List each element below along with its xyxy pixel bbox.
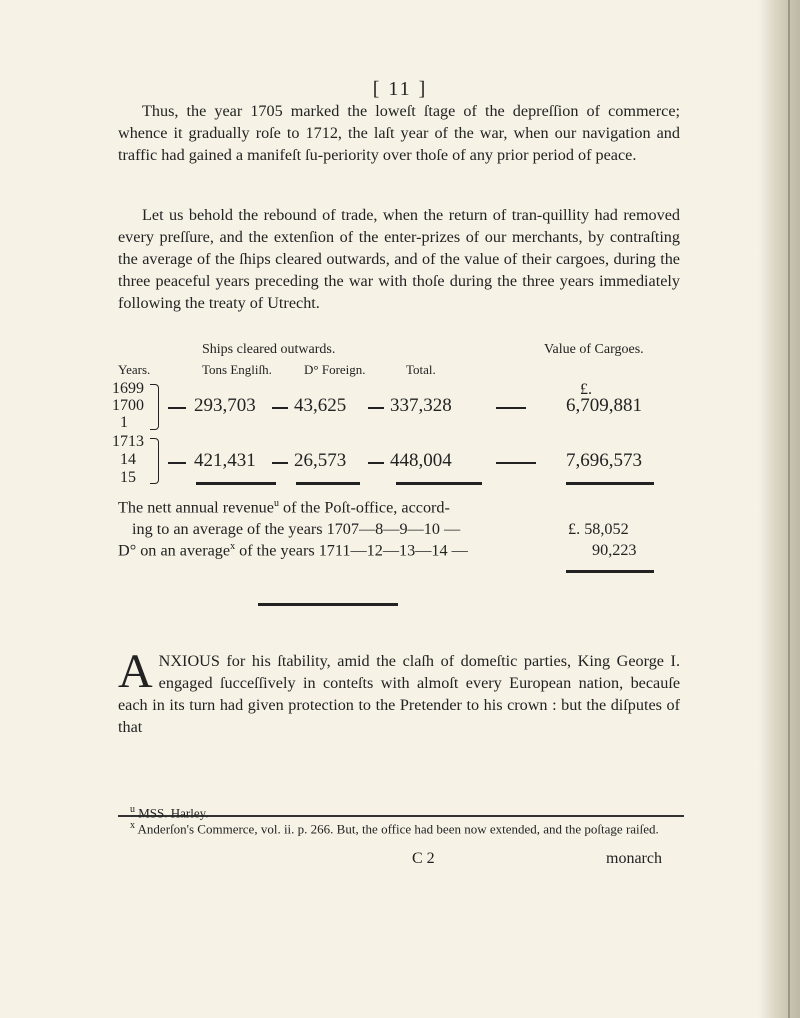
row1-year-a: 1699	[112, 380, 144, 397]
revenue-line-3	[118, 541, 468, 560]
row1-dash-4	[496, 407, 526, 409]
row2-dash-3	[368, 462, 384, 464]
paragraph-1	[118, 100, 680, 166]
rule-total	[396, 482, 482, 485]
footnote-x	[118, 818, 683, 837]
row2-foreign: 26,573	[294, 450, 347, 471]
row2-year-b: 14	[120, 451, 136, 468]
rule-foreign	[296, 482, 360, 485]
section-separator	[258, 603, 398, 606]
paragraph-3	[118, 645, 680, 738]
row1-dash-2	[272, 407, 288, 409]
row1-foreign: 43,625	[294, 395, 347, 416]
paragraph-1-text: Thus, the year 1705 marked the loweſt ſtage of the depreſſion of commerce; whence it gradually roſe to 1712, the laſt year of the war, when our navigation and traffic had gained a manifeſt ſu-periority over thoſe of any prior period of peace.	[118, 102, 680, 164]
paragraph-2-text: Let us behold the rebound of trade, when the return of tran-quillity had removed every preſſure, and the extenſion of the enter-prizes of our merchants, by contraſting the average of the ſhips cleared outwards, and of the value of their cargoes, during the three peaceful years preceding the war with thoſe during the three years immediately following the treaty of Utrecht.	[118, 206, 680, 312]
revenue-note-x: x	[230, 541, 236, 552]
row2-brace	[150, 438, 159, 484]
revenue-line-3-text: D° on an average	[118, 541, 231, 560]
revenue-line-3-rest: of the years 1711—12—13—14 —	[235, 541, 468, 560]
footnote-x-mark: x	[130, 820, 135, 831]
row1-value: 6,709,881	[566, 395, 642, 416]
row2-year-c: 15	[120, 469, 136, 486]
value-heading: Value of Cargoes.	[544, 342, 644, 357]
row2-dash-1	[168, 462, 186, 464]
row2-value: 7,696,573	[566, 450, 642, 471]
revenue-line-1-text: The nett annual revenue	[118, 498, 274, 517]
revenue-line-1	[118, 498, 450, 517]
revenue-line-2: ing to an average of the years 1707—8—9—10 —	[132, 520, 461, 538]
rule-english	[196, 482, 276, 485]
row1-english: 293,703	[194, 395, 256, 416]
signature-mark: C 2	[412, 850, 435, 867]
catchword: monarch	[606, 850, 662, 867]
page-edge-line	[788, 0, 790, 1018]
revenue-line-1-rest: of the Poſt-office, accord-	[278, 498, 450, 517]
footnote-u-text: MSS. Harley.	[138, 805, 209, 821]
row2-english: 421,431	[194, 450, 256, 471]
ships-heading: Ships cleared outwards.	[202, 342, 336, 357]
footnote-u-mark: u	[130, 804, 135, 815]
page-edge-shadow	[758, 0, 800, 1018]
row2-total: 448,004	[390, 450, 452, 471]
revenue-value-1: £. 58,052	[568, 520, 629, 538]
row1-brace	[150, 384, 159, 430]
row1-dash-3	[368, 407, 384, 409]
paragraph-2	[118, 204, 680, 314]
col-foreign-header: D° Foreign.	[304, 362, 366, 377]
pound-sign: £.	[580, 381, 592, 398]
row2-dash-2	[272, 462, 288, 464]
revenue-note-u: u	[273, 498, 279, 509]
revenue-value-2: 90,223	[592, 541, 637, 559]
rule-value	[566, 482, 654, 485]
row2-year-a: 1713	[112, 433, 144, 450]
rule-revenue	[566, 570, 654, 573]
paragraph-3-text: NXIOUS for his ſtability, amid the claſh of domeſtic parties, King George I. engaged ſucceſſively in conteſts with almoſt every European nation, becauſe each in its turn had given protection to the Pretender to his crown : but the diſputes of that	[118, 652, 680, 736]
row1-total: 337,328	[390, 395, 452, 416]
row1-year-b: 1700	[112, 397, 144, 414]
page-number-header: [ 11 ]	[372, 78, 428, 100]
col-english-header: Tons Engliſh.	[202, 362, 272, 377]
row2-dash-4	[496, 462, 536, 464]
row1-year-c: 1	[120, 414, 128, 431]
col-years-header: Years.	[118, 362, 151, 377]
row1-dash-1	[168, 407, 186, 409]
drop-cap: A	[118, 645, 153, 698]
col-total-header: Total.	[406, 362, 436, 377]
footnote-x-text: Anderſon's Commerce, vol. ii. p. 266. But, the office had been now extended, and the poſtage raiſed.	[137, 821, 659, 837]
